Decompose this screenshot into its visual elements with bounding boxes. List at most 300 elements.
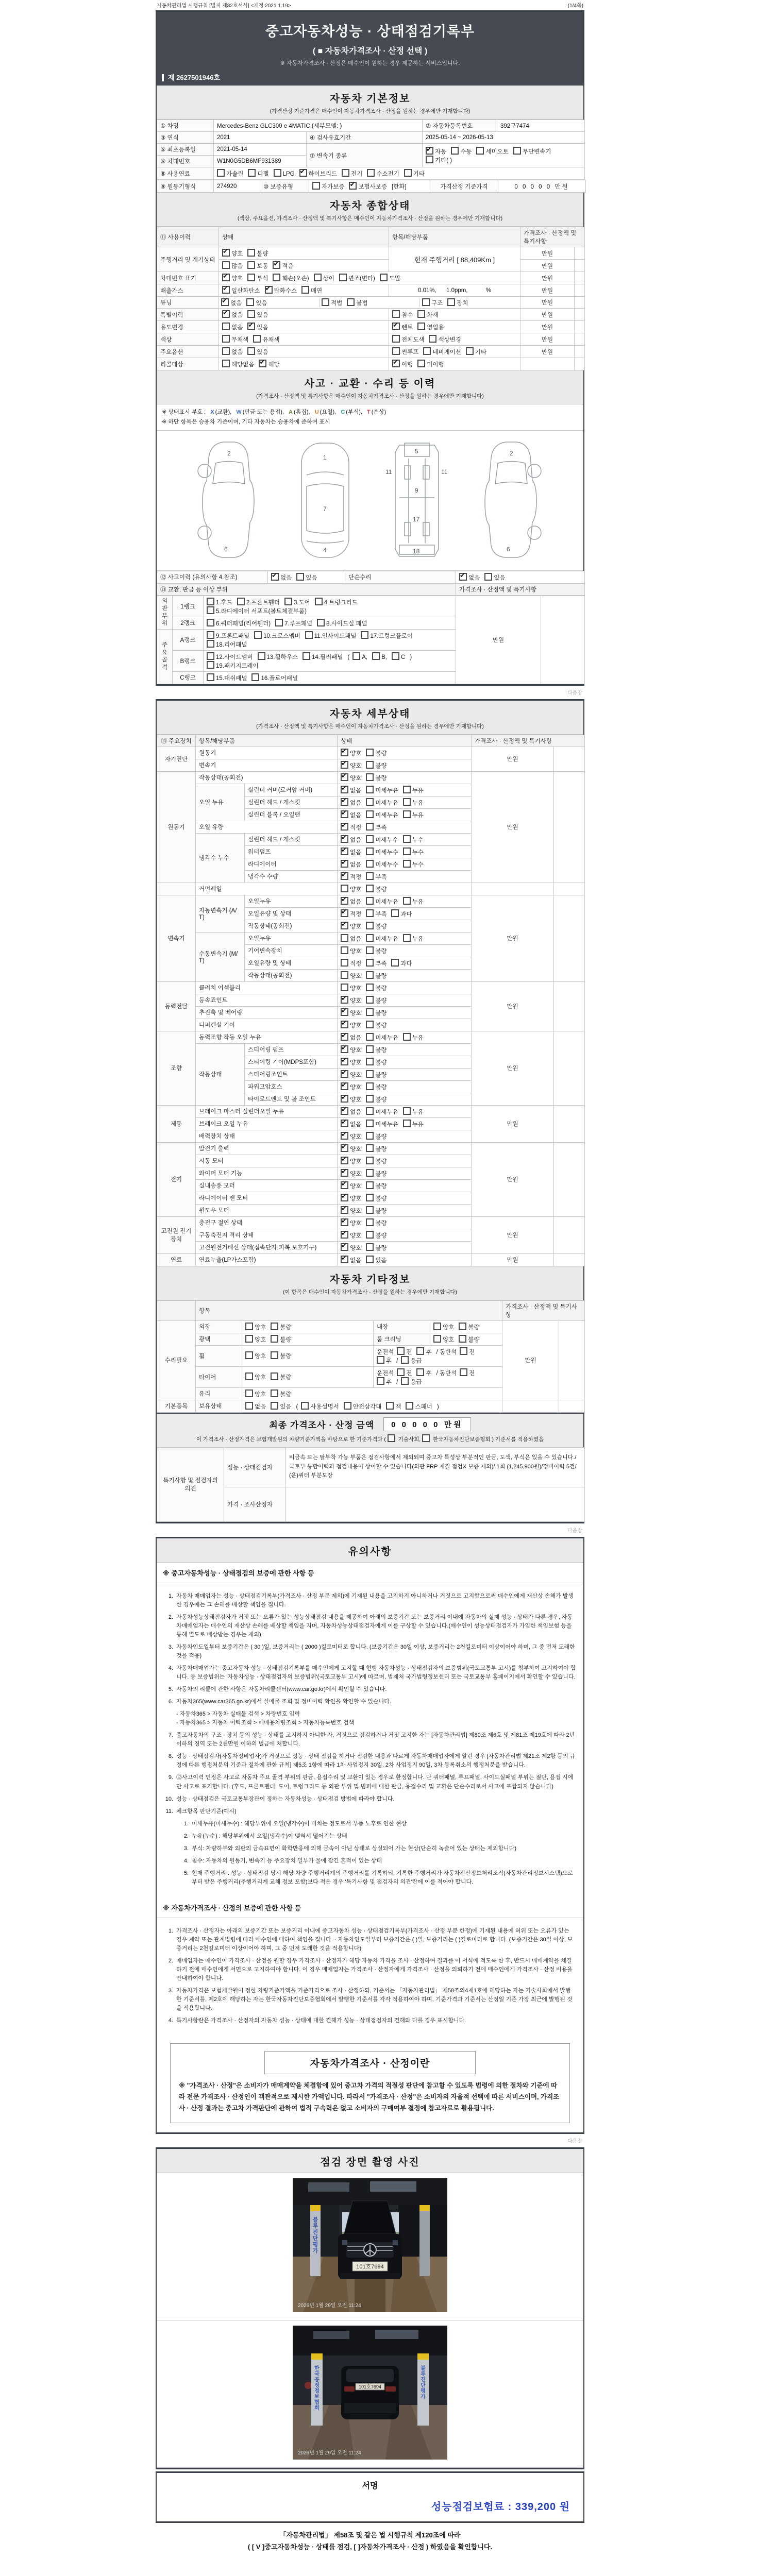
checkbox-icon[interactable] [459,1323,466,1330]
section-notice-title: 유의사항 [348,1546,392,1557]
checkbox-icon[interactable] [258,652,265,660]
checkbox-icon[interactable] [207,673,214,681]
checkbox-icon[interactable] [403,798,411,806]
blank-cell [554,981,585,1031]
checkbox-icon[interactable] [366,860,374,868]
panel-detail [156,699,584,1523]
checked-checkbox-icon[interactable] [341,749,348,756]
checkbox-option: ✔ 일산화탄소 [222,286,260,295]
checkbox-icon[interactable] [366,773,374,781]
checked-checkbox-icon[interactable] [341,1095,348,1103]
checkbox-icon[interactable] [366,810,374,818]
checkbox-option: ✔ 양호 [341,1181,361,1190]
checkbox-icon[interactable] [245,1323,253,1330]
checkbox-icon[interactable] [392,652,399,660]
table-row [157,333,585,346]
checkbox-icon[interactable] [366,885,374,892]
sub-label: 냉각수 누수 [196,833,245,883]
checkbox-icon[interactable] [476,147,484,155]
checkbox-option: 양호 [433,1335,454,1344]
checked-checkbox-icon[interactable] [426,147,433,155]
checkbox-icon[interactable] [315,598,323,605]
checkbox-option: 전기 [342,169,362,178]
state-options [338,833,472,845]
checkbox-icon[interactable] [352,652,360,660]
checked-checkbox-icon[interactable] [341,1181,348,1189]
checkbox-icon[interactable] [366,1256,374,1263]
checked-checkbox-icon[interactable] [341,909,348,917]
footer-line-1: 「자동차관리법」 제58조 및 같은 법 시행규칙 제120조에 따라 [279,2531,461,2539]
checkbox-option: 불량 [366,885,386,893]
checkbox-option: 누유 [403,897,424,906]
rankC-parts [204,671,456,684]
checkbox-icon[interactable] [366,909,374,917]
checkbox-option: 양호 [245,1389,266,1398]
checkbox-icon[interactable] [284,598,292,605]
checkbox-icon[interactable] [377,1356,384,1364]
checkbox-icon[interactable] [366,1107,374,1115]
checked-checkbox-icon[interactable] [221,298,229,306]
checkbox-icon[interactable] [237,598,245,605]
checked-checkbox-icon[interactable] [392,323,400,330]
row-label: 색상 [157,333,219,346]
checkbox-icon[interactable] [406,1402,413,1410]
checkbox-icon[interactable] [397,1347,405,1355]
price-cell: 만원 [472,771,554,883]
checkbox-icon[interactable] [246,298,254,306]
fuel-options [214,167,585,180]
checkbox-icon[interactable] [423,347,431,355]
checkbox-icon[interactable] [397,1368,405,1376]
footer-line-2: ( [ V ]중고자동차성능 · 상태를 점검, [ ]자동차가격조사 · 산정 ) 하였음을 확인합니다. [247,2543,493,2551]
checkbox-icon[interactable] [366,1194,374,1201]
checked-checkbox-icon[interactable] [341,1256,348,1263]
checkbox-icon[interactable] [372,652,380,660]
checkbox-icon[interactable] [366,823,374,831]
section-accident-title: 사고 · 교환 · 수리 등 이력 [304,378,436,390]
checkbox-icon[interactable] [366,1157,374,1164]
checkbox-icon[interactable] [366,1120,374,1127]
checked-checkbox-icon[interactable] [341,810,348,818]
checkbox-icon[interactable] [366,798,374,806]
tuning-options [219,298,319,307]
checkbox-icon[interactable] [380,274,388,281]
section-accident-header [157,370,583,404]
checkbox-icon[interactable] [417,323,425,330]
overall-state-table [157,227,585,370]
field-label: ⑨ 원동기형식 [157,180,214,193]
checked-checkbox-icon[interactable] [341,1231,348,1239]
panel-photos [156,2147,584,2469]
checkbox-icon[interactable] [377,1377,384,1385]
checkbox-icon[interactable] [366,897,374,905]
next-page-label[interactable]: 다음장 [567,1528,582,1534]
checkbox-icon[interactable] [271,1351,278,1359]
checkbox-icon[interactable] [392,310,400,318]
first-registration-value: 2021-05-14 [214,144,307,156]
checked-checkbox-icon[interactable] [341,860,348,868]
note-number: 4. [168,1665,173,1671]
option-text: ) [436,1403,439,1410]
checkbox-icon[interactable] [366,1231,374,1239]
checkbox-icon[interactable] [417,360,425,367]
checked-checkbox-icon[interactable] [341,1206,348,1214]
checkbox-icon[interactable] [392,347,400,355]
checked-checkbox-icon[interactable] [341,872,348,880]
checked-checkbox-icon[interactable] [341,1021,348,1028]
checkbox-icon[interactable] [366,1082,374,1090]
checkbox-icon[interactable] [344,1402,351,1410]
checkbox-icon[interactable] [403,786,411,793]
checkbox-icon[interactable] [366,848,374,855]
checkbox-icon[interactable] [366,1008,374,1016]
checkbox-icon[interactable] [341,885,348,892]
checkbox-icon[interactable] [301,1402,309,1410]
note-text: 특기사항란은 가격조사 · 산정자의 자동차 성능 · 상태에 대한 견해가 성능 · 상태점검자의 견해와 다를 경우 표시합니다. [176,2018,466,2024]
checkbox-icon[interactable] [222,323,230,330]
checkbox-icon[interactable] [426,156,433,163]
checkbox-option: 유채색 [253,335,279,344]
checkbox-icon[interactable] [341,959,348,967]
state-options [338,1080,472,1093]
checkbox-icon[interactable] [367,169,375,177]
checkbox-option: 적정 [341,959,361,968]
table-row [157,132,585,144]
rank-label: 1랭크 [173,596,204,617]
checkbox-icon[interactable] [403,848,411,855]
checkbox-icon[interactable] [347,298,355,306]
checkbox-icon[interactable] [339,274,347,281]
checked-checkbox-icon[interactable] [341,798,348,806]
checkbox-icon[interactable] [366,749,374,756]
vin-mark-options [219,272,520,284]
checkbox-option: 있음 [366,1256,386,1264]
checkbox-icon[interactable] [366,1181,374,1189]
checked-checkbox-icon[interactable] [341,1243,348,1251]
checkbox-icon[interactable] [366,1169,374,1177]
checkbox-icon[interactable] [422,298,430,306]
checkbox-option: 양호 [341,984,361,992]
checked-checkbox-icon[interactable] [222,249,230,257]
checked-checkbox-icon[interactable] [341,1082,348,1090]
simple-repair-label: 단순수리 [345,571,456,583]
checkbox-icon[interactable] [366,934,374,942]
next-page-label[interactable]: 다음장 [567,2139,582,2145]
checkbox-icon[interactable] [403,860,411,868]
accident-history-label: ⑫ 사고이력 (유의사항 4.참조) [157,571,268,583]
checked-checkbox-icon[interactable] [392,360,400,367]
checkbox-icon[interactable] [254,631,262,639]
checkbox-option: 양호 [245,1323,266,1331]
checkbox-option: ✔ 없음 [341,1256,361,1264]
state-options [338,957,472,969]
checkbox-icon[interactable] [273,274,280,281]
checkbox-option: 침수 [392,310,413,319]
checkbox-option: 미세누유 [366,897,398,906]
checkbox-icon[interactable] [366,996,374,1004]
checkbox-option: 불량 [366,1070,386,1079]
checkbox-icon[interactable] [305,631,313,639]
checked-checkbox-icon[interactable] [349,182,357,190]
checked-checkbox-icon[interactable] [222,274,230,281]
checkbox-icon[interactable] [361,631,368,639]
checkbox-icon[interactable] [312,182,320,190]
checkbox-icon[interactable] [314,274,322,281]
checkbox-icon[interactable] [245,1372,253,1380]
checkbox-option: 후 [377,1377,392,1386]
checkbox-icon[interactable] [271,1335,278,1343]
checked-checkbox-icon[interactable] [341,773,348,781]
table-row [157,180,586,193]
checkbox-icon[interactable] [247,274,255,281]
checkbox-icon[interactable] [366,922,374,929]
checkbox-icon[interactable] [303,652,310,660]
checkbox-icon[interactable] [366,984,374,991]
checkbox-option: 전체도색 [392,335,424,344]
checkbox-icon[interactable] [366,1070,374,1078]
table-row [157,747,585,759]
photo-timestamp: 2026년 1월 29일 오전 11:24 [298,2303,361,2309]
checkbox-icon[interactable] [245,1402,253,1410]
checkbox-option: ✔ 없음 [271,573,292,582]
checkbox-icon[interactable] [403,1120,411,1127]
checked-checkbox-icon[interactable] [341,1194,348,1201]
checkbox-icon[interactable] [247,347,255,355]
checkbox-icon[interactable] [222,347,230,355]
checkbox-icon[interactable] [341,984,348,991]
checked-checkbox-icon[interactable] [271,573,279,581]
checkbox-option: 불량 [366,749,386,757]
checkbox-icon[interactable] [271,1402,278,1410]
checkbox-option: 없음 [222,347,243,356]
checked-checkbox-icon[interactable] [341,922,348,929]
checked-checkbox-icon[interactable] [341,1045,348,1053]
checkbox-option: 불량 [366,971,386,980]
note-text: 매매업자는 매수인이 가격조사 · 산정을 원할 경우 가격조사 · 산정자가 해당 자동차 가격을 조사 · 산정하여 결과를 이 서식에 적도록 한 후, 반드시 매매계약을 체결하기 전에 매수인에게 서면으로 고지하여야 합니다. 이 경우 매매업자는 가격조사 · 산정자에게 가격조사 · 산정을 의뢰하기 전에 매수인에게 가격조사 · 산정 비용을 안내하여야 합니다. [176,1958,573,1982]
checked-checkbox-icon[interactable] [265,286,273,294]
checked-checkbox-icon[interactable] [341,786,348,793]
checkbox-icon[interactable] [417,310,425,318]
checked-checkbox-icon[interactable] [222,286,230,294]
checkbox-icon[interactable] [222,360,230,367]
checked-checkbox-icon[interactable] [341,1033,348,1041]
checkbox-icon[interactable] [366,971,374,979]
checked-checkbox-icon[interactable] [341,897,348,905]
checkbox-icon[interactable] [403,897,411,905]
item-label: 동력조향 작동 오일 누유 [196,1031,338,1043]
checkbox-icon[interactable] [403,1033,411,1041]
opinion-table [157,1447,585,1522]
checkbox-icon[interactable] [342,169,349,177]
part-label: 스티어링 기어(MDPS포함) [245,1056,338,1068]
checkbox-icon[interactable] [366,835,374,843]
checkbox-option: 가솔린 [217,169,243,178]
checkbox-icon[interactable] [403,835,411,843]
checked-checkbox-icon[interactable] [341,1218,348,1226]
checkbox-icon[interactable] [245,1351,253,1359]
checkbox-icon[interactable] [207,606,214,614]
notice-subsection-1: ※ 중고자동차성능 · 상태점검의 보증에 관한 사항 등 [157,1563,583,1583]
checkbox-icon[interactable] [416,1347,424,1355]
checkbox-icon[interactable] [366,1021,374,1028]
checked-checkbox-icon[interactable] [341,1107,348,1115]
checkbox-icon[interactable] [366,959,374,967]
checkbox-icon[interactable] [388,1434,395,1442]
checkbox-icon[interactable] [401,1377,409,1385]
checkbox-icon[interactable] [247,261,255,269]
checkbox-option: 후 [416,1347,431,1356]
checkbox-icon[interactable] [451,147,459,155]
item-label: 등속죠인트 [196,994,338,1006]
checked-checkbox-icon[interactable] [341,848,348,855]
checkbox-icon[interactable] [222,261,230,269]
tuning-kind-options [419,298,520,307]
checked-checkbox-icon[interactable] [341,1058,348,1065]
checked-checkbox-icon[interactable] [341,1132,348,1140]
next-page-label[interactable]: 다음장 [567,690,582,696]
checkbox-option: 변조(변타) [339,274,375,282]
checkbox-icon[interactable] [207,652,214,660]
checkbox-icon[interactable] [366,1243,374,1251]
checkbox-icon[interactable] [366,761,374,769]
checkbox-icon[interactable] [248,169,256,177]
checkbox-icon[interactable] [296,573,304,581]
checkbox-icon[interactable] [366,1058,374,1065]
checkbox-icon[interactable] [366,1206,374,1214]
checkbox-icon[interactable] [251,673,259,681]
checkbox-option: 누유 [403,786,424,794]
checkbox-icon[interactable] [366,1045,374,1053]
checkbox-icon[interactable] [433,1335,441,1343]
checked-checkbox-icon[interactable] [341,1157,348,1164]
checked-checkbox-icon[interactable] [341,823,348,831]
checkbox-icon[interactable] [322,298,329,306]
checkbox-icon[interactable] [247,310,255,318]
checkbox-icon[interactable] [366,1095,374,1103]
checkbox-icon[interactable] [459,1335,466,1343]
checkbox-icon[interactable] [460,1347,467,1355]
checkbox-icon[interactable] [460,1368,467,1376]
footer-confirmation [156,2523,584,2558]
checkbox-icon[interactable] [401,1356,409,1364]
checkbox-icon[interactable] [366,872,374,880]
table-row [157,1031,585,1043]
checkbox-icon[interactable] [247,249,255,257]
checkbox-icon[interactable] [341,971,348,979]
checkbox-icon[interactable] [245,1335,253,1343]
checked-checkbox-icon[interactable] [341,1144,348,1152]
checkbox-icon[interactable] [245,1389,253,1397]
checkbox-option: ✔ 양호 [341,773,361,782]
note-text: 자동차가격은 보험개발원이 정한 차량기준가액을 기준가격으로 조사 · 산정하되, 기준서는 「자동차관리법」 제58조의4제1호에 해당하는 자는 기술사회에서 발행한 기준서를, 제2호에 해당하는 자는 한국자동차진단보증협회에서 발행한 기준서를 각각 적용하여야 하며, 기준가격과 기준서는 산정일 기준 가장 최근에 발행된 것을 적용합니다. [176,1988,573,2012]
checkbox-icon[interactable] [391,959,399,967]
checkbox-icon[interactable] [366,1132,374,1140]
checked-checkbox-icon[interactable] [341,1120,348,1127]
checkbox-option: ✔ 양호 [341,1169,361,1178]
checkbox-icon[interactable] [207,598,214,605]
checkbox-icon[interactable] [317,619,325,626]
diagram-number: 5 [415,447,418,455]
checkbox-option: 불량 [366,1206,386,1215]
checkbox-icon[interactable] [207,631,214,639]
row-label: 용도변경 [157,321,219,333]
checkbox-icon[interactable] [366,946,374,954]
checkbox-icon[interactable] [366,1218,374,1226]
checkbox-icon[interactable] [403,1107,411,1115]
checkbox-icon[interactable] [341,934,348,942]
checked-checkbox-icon[interactable] [299,169,307,177]
checkbox-icon[interactable] [253,335,261,343]
checkbox-option: 양호 [341,946,361,955]
checkbox-icon[interactable] [341,946,348,954]
checked-checkbox-icon[interactable] [222,310,230,318]
checkbox-icon[interactable] [433,1323,441,1330]
checked-checkbox-icon[interactable] [341,1169,348,1177]
checkbox-icon[interactable] [416,1368,424,1376]
checkbox-icon[interactable] [275,619,283,626]
checked-checkbox-icon[interactable] [247,323,255,330]
section-detail-subtitle: (가격조사 · 산정액 및 특기사항은 매수인이 자동차가격조사 · 산정을 원하는 경우에만 기재합니다) [256,723,484,730]
price-cell: 만원 [520,260,575,272]
checkbox-icon[interactable] [447,298,455,306]
appraiser-label: 가격 · 조사산정자 [224,1487,286,1521]
checkbox-icon[interactable] [429,335,436,343]
checkbox-icon[interactable] [484,573,492,581]
checkbox-icon[interactable] [207,640,214,648]
checked-checkbox-icon[interactable] [341,996,348,1004]
checkbox-icon[interactable] [366,786,374,793]
checkbox-icon[interactable] [271,1323,278,1330]
note-text: 침수: 자동차의 원동기, 변속기 등 주요장치 일부가 물에 잠긴 흔적이 있는 상태 [192,1857,382,1864]
checked-checkbox-icon[interactable] [273,261,280,269]
checkbox-icon[interactable] [391,909,399,917]
checked-checkbox-icon[interactable] [341,1008,348,1016]
diagram-number: 6 [507,545,510,553]
checkbox-icon[interactable] [403,934,411,942]
checkbox-icon[interactable] [217,169,225,177]
checkbox-icon[interactable] [513,147,521,155]
checkbox-icon[interactable] [207,661,214,669]
checked-checkbox-icon[interactable] [341,835,348,843]
checkbox-icon[interactable] [301,286,309,294]
checkbox-icon[interactable] [366,1033,374,1041]
table-row [157,1300,585,1320]
checkbox-icon[interactable] [466,347,474,355]
checked-checkbox-icon[interactable] [341,1070,348,1078]
checkbox-icon[interactable] [271,1389,278,1397]
checkbox-icon[interactable] [386,1402,394,1410]
checked-checkbox-icon[interactable] [259,360,266,367]
legend-note: ※ 하단 항목은 승용차 기준이며, 기타 자동차는 승용차에 준하여 표시 [162,418,330,425]
checkbox-option: 17.트렁크플로어 [361,631,413,640]
checkbox-icon[interactable] [207,619,214,626]
checked-checkbox-icon[interactable] [459,573,467,581]
state-options [338,1019,472,1031]
checkbox-icon[interactable] [422,1434,430,1442]
checkbox-icon[interactable] [271,1372,278,1380]
checkbox-icon[interactable] [274,169,281,177]
checkbox-icon[interactable] [222,335,230,343]
blank-cell [559,1320,585,1400]
checkbox-icon[interactable] [366,1144,374,1152]
final-price-value: 0 0 0 0 0 만원 [383,1417,471,1431]
checkbox-option: 불량 [366,1144,386,1153]
checkbox-icon[interactable] [404,169,412,177]
checkbox-option: 부족 [366,959,386,968]
checked-checkbox-icon[interactable] [341,761,348,769]
checkbox-icon[interactable] [403,810,411,818]
checkbox-icon[interactable] [392,335,400,343]
